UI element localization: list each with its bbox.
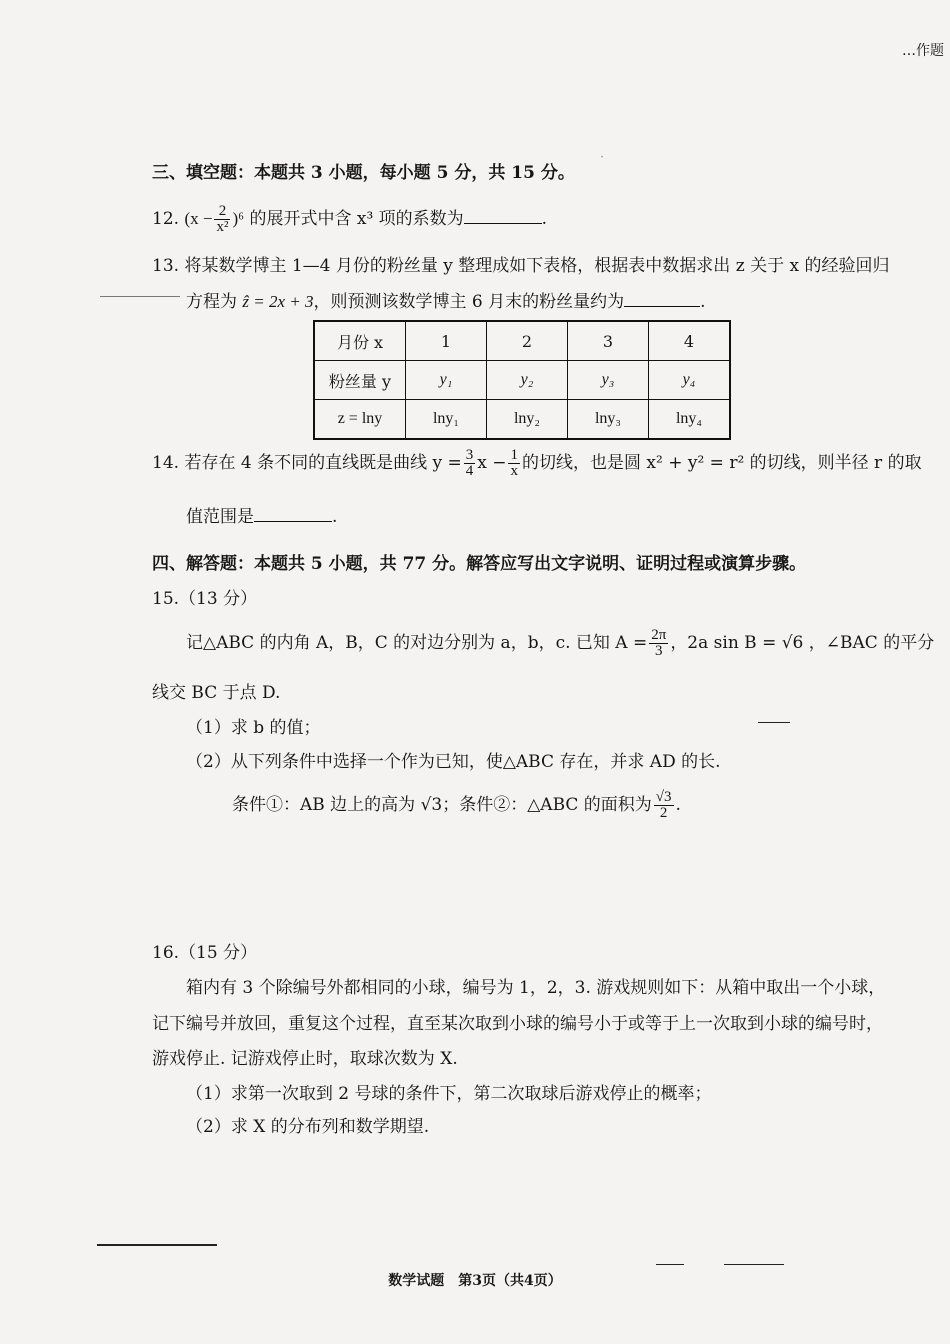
q16-line1: 箱内有 3 个除编号外都相同的小球，编号为 1，2，3. 游戏规则如下：从箱中取出一个小球， <box>186 978 886 998</box>
footnote-rule <box>97 1244 217 1246</box>
q14-f2-num: 1 <box>510 447 518 463</box>
q15-sub2: （2）从下列条件中选择一个作为已知，使△ABC 存在，并求 AD 的长. <box>186 752 721 772</box>
q16-line3: 游戏停止. 记游戏停止时，取球次数为 X. <box>152 1049 458 1069</box>
question-13-line1 <box>152 251 889 276</box>
bleed-through-text: · <box>600 150 605 165</box>
q15-line1-a: 记△ABC 的内角 A，B，C 的对边分别为 a，b，c. 已知 A = <box>186 633 648 653</box>
q16-sub2: （2）求 X 的分布列和数学期望. <box>186 1117 430 1137</box>
q14-line2: 值范围是 <box>186 507 254 527</box>
q13-line2-a: 方程为 <box>186 292 237 312</box>
q13-line1: 将某数学博主 1—4 月份的粉丝量 y 整理成如下表格，根据表中数据求出 z 关于 x 的经验回归 <box>184 256 890 276</box>
q13-equation: ẑ = 2x + 3 <box>242 292 314 311</box>
q13-line2-b: ，则预测该数学博主 6 月末的粉丝量约为 <box>313 292 625 312</box>
table-cell: 月份 x <box>314 321 406 361</box>
q15-frac-den: 3 <box>655 643 663 659</box>
q13-number: 13. <box>152 256 180 276</box>
footer-mark <box>656 1264 684 1265</box>
q12-fraction <box>214 204 230 235</box>
margin-dotted-line <box>100 296 180 297</box>
q16-line2: 记下编号并放回，重复这个过程，直至某次取到小球的编号小于或等于上一次取到小球的编号时， <box>152 1014 883 1034</box>
q13-end: . <box>700 292 706 312</box>
q15-cond-text: 条件①：AB 边上的高为 √3；条件②：△ABC 的面积为 <box>232 795 652 815</box>
q15-cond-end: . <box>675 795 681 815</box>
question-12 <box>152 204 547 235</box>
q14-part3: 的切线，也是圆 x² + y² = r² 的切线，则半径 r 的取 <box>521 453 922 473</box>
q12-expr-open: (x − <box>184 209 213 228</box>
q15-header: 15.（13 分） <box>152 589 258 609</box>
q14-f1-den: 4 <box>465 463 474 479</box>
q14-f1-num: 3 <box>465 447 474 463</box>
q12-frac-num: 2 <box>214 204 230 220</box>
q13-answer-blank[interactable] <box>624 305 700 307</box>
footer-mark <box>724 1264 784 1265</box>
q14-answer-blank[interactable] <box>254 520 332 522</box>
table-cell: lny₁ <box>406 400 487 440</box>
q16-header: 16.（15 分） <box>152 943 258 963</box>
q12-frac-den: x² <box>216 219 229 235</box>
q14-end: . <box>332 507 338 527</box>
q12-end: . <box>541 209 548 229</box>
q12-expr-close: )⁶ <box>232 209 245 228</box>
q14-number: 14. <box>152 453 180 473</box>
q15-fraction <box>649 628 668 659</box>
table-cell: y₂ <box>487 361 568 400</box>
q15-cond-frac-den: 2 <box>659 805 668 821</box>
question-14-line1 <box>152 448 922 479</box>
q15-cond-fraction <box>654 790 674 821</box>
table-cell: y₃ <box>568 361 649 400</box>
header-corner-text: …作题 <box>902 43 944 59</box>
table-cell: 1 <box>406 321 487 361</box>
q14-part2: x − <box>477 453 507 473</box>
q14-fraction-2 <box>508 448 520 479</box>
table-cell: 2 <box>487 321 568 361</box>
q12-number: 12. <box>152 209 180 229</box>
q15-frac-num: 2π <box>651 627 667 643</box>
q15-line1 <box>186 628 934 659</box>
table-cell: 粉丝量 y <box>314 361 406 400</box>
q15-line2: 线交 BC 于点 D. <box>152 683 281 703</box>
q14-f2-den: x <box>510 463 518 479</box>
table-cell: 3 <box>568 321 649 361</box>
table-row <box>314 400 730 440</box>
fans-table <box>313 320 731 440</box>
page-footer: 数学试题 第3页（共4页） <box>388 1273 562 1289</box>
table-cell: y₁ <box>406 361 487 400</box>
q14-part1: 若存在 4 条不同的直线既是曲线 y = <box>184 453 462 473</box>
table-row <box>314 321 730 361</box>
question-13-line2 <box>186 287 706 312</box>
table-cell: lny₃ <box>568 400 649 440</box>
q15-cond-frac-num: √3 <box>655 789 672 805</box>
table-row <box>314 361 730 400</box>
table-cell: y₄ <box>649 361 731 400</box>
section3-title: 三、填空题：本题共 3 小题，每小题 5 分，共 15 分。 <box>152 163 575 183</box>
q15-conditions <box>232 790 681 821</box>
q14-fraction-1 <box>464 448 476 479</box>
table-cell: z = lny <box>314 400 406 440</box>
q12-text: 的展开式中含 x³ 项的系数为 <box>249 209 464 229</box>
margin-mark <box>758 722 790 723</box>
q12-answer-blank[interactable] <box>464 222 542 224</box>
question-14-line2 <box>186 502 337 527</box>
q16-sub1: （1）求第一次取到 2 号球的条件下，第二次取球后游戏停止的概率； <box>186 1084 712 1104</box>
section4-title: 四、解答题：本题共 5 小题，共 77 分。解答应写出文字说明、证明过程或演算步骤。 <box>152 554 807 574</box>
table-cell: lny₂ <box>487 400 568 440</box>
table-cell: 4 <box>649 321 731 361</box>
table-cell: lny₄ <box>649 400 731 440</box>
q15-line1-b: ，2a sin B = √6 ，∠BAC 的平分 <box>670 633 935 653</box>
q15-sub1: （1）求 b 的值； <box>186 718 321 738</box>
